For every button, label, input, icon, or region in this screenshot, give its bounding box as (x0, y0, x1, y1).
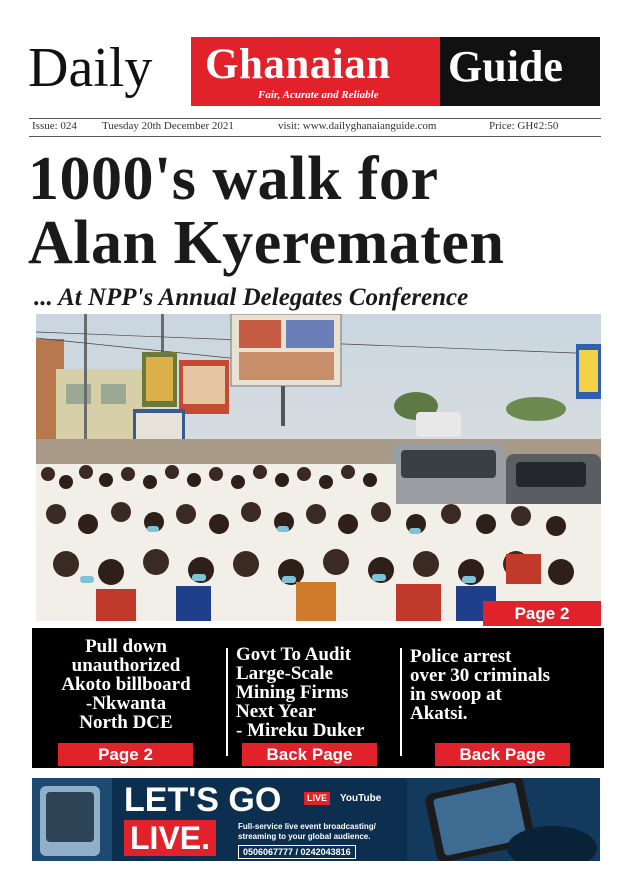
website-link[interactable]: visit: www.dailyghanaianguide.com (278, 120, 437, 132)
teaser-2-page-tag[interactable]: Back Page (242, 743, 377, 766)
issue-date: Tuesday 20th December 2021 (102, 120, 234, 132)
teaser-line: Pull down (85, 636, 167, 657)
lead-page-ref-button[interactable]: Page 2 (483, 601, 601, 626)
teaser-line: -Nkwanta (85, 693, 167, 714)
advert-headline-1: LET'S GO (124, 781, 282, 819)
teaser-line: Next Year (236, 701, 317, 722)
masthead-tagline: Fair, Acurate and Reliable (258, 89, 379, 101)
crowd-photo-illustration (36, 314, 601, 621)
teaser-line: Akoto billboard (61, 674, 191, 695)
teaser-mining-audit[interactable] (236, 645, 401, 740)
live-badge: LIVE (304, 792, 330, 805)
teaser-line: in swoop at (410, 684, 502, 705)
teaser-line: Mining Firms (236, 682, 349, 703)
advert-desc-line: streaming to your global audience. (238, 832, 371, 841)
masthead-daily: Daily (28, 37, 153, 99)
teaser-3-page-tag[interactable]: Back Page (435, 743, 570, 766)
youtube-label: YouTube (340, 793, 382, 804)
lead-photo (36, 314, 601, 621)
price: Price: GH¢2:50 (489, 120, 559, 132)
teaser-1-page-tag[interactable]: Page 2 (58, 743, 193, 766)
headline-line-2: Alan Kyerematen (28, 209, 505, 277)
advert-banner[interactable] (32, 778, 600, 861)
issue-number: Issue: 024 (32, 120, 77, 132)
teaser-line: unauthorized (71, 655, 181, 676)
teaser-line: Police arrest (410, 646, 512, 667)
teaser-akoto-billboard[interactable] (36, 637, 216, 732)
advert-description (238, 822, 376, 842)
advert-desc-line: Full-service live event broadcasting/ (238, 822, 376, 831)
advert-phone-numbers[interactable]: 0506067777 / 0242043816 (238, 845, 356, 859)
teaser-police-arrest[interactable] (410, 647, 600, 723)
teaser-line: Akatsi. (410, 703, 468, 724)
top-rule (29, 118, 601, 119)
info-bar (30, 120, 600, 136)
teaser-divider-1 (226, 648, 228, 756)
headline-line-1: 1000's walk for (28, 145, 439, 213)
advert-headline-2: LIVE. (124, 820, 216, 856)
lead-subheadline: ... At NPP's Annual Delegates Conference (34, 284, 469, 311)
teaser-line: North DCE (79, 712, 173, 733)
teaser-line: Govt To Audit (236, 644, 352, 665)
masthead-ghanaian: Ghanaian (205, 41, 391, 88)
masthead-guide: Guide (448, 42, 563, 91)
teaser-line: - Mireku Duker (236, 720, 365, 741)
lead-headline (28, 147, 608, 275)
bottom-rule (29, 136, 601, 137)
teaser-line: over 30 criminals (410, 665, 551, 686)
teaser-line: Large-Scale (236, 663, 334, 684)
